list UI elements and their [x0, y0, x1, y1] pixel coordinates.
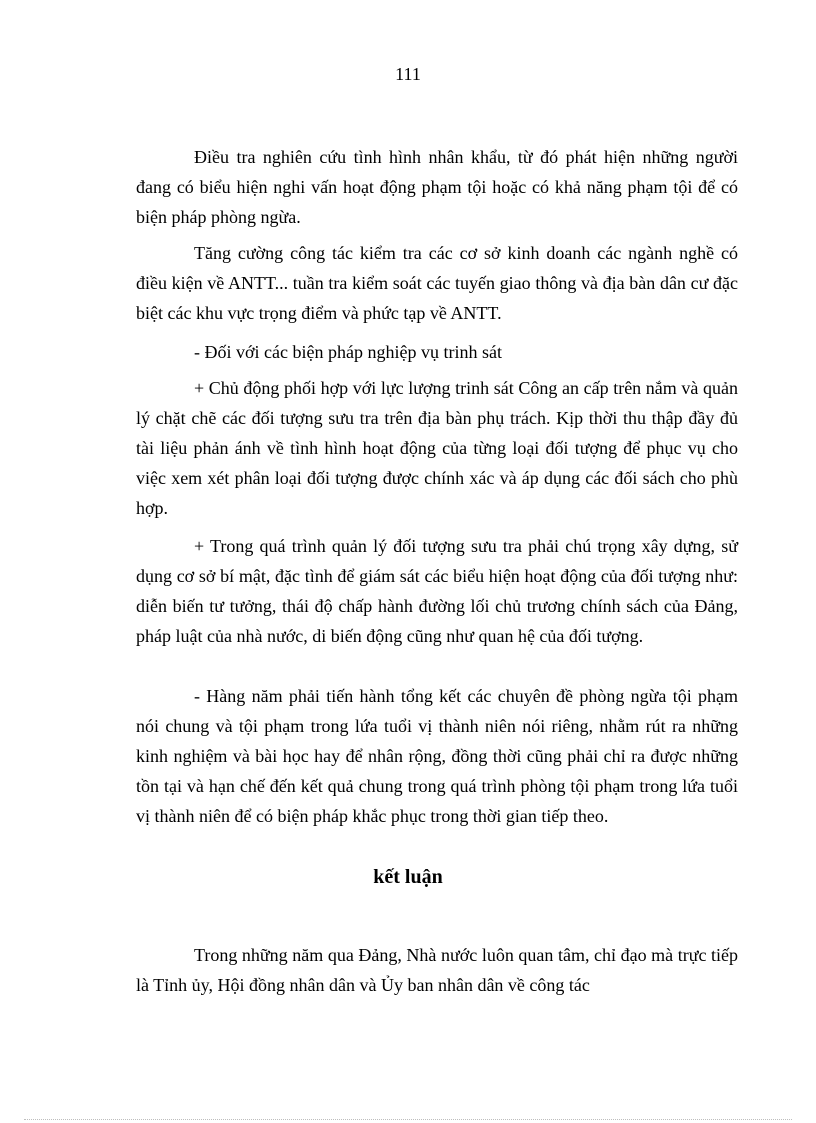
page-number: 111 — [395, 64, 421, 84]
paragraph-text: Điều tra nghiên cứu tình hình nhân khẩu, từ đó phát hiện những người đang có biểu hiện nghi vấn hoạt động phạm tội hoặc có khả năng phạm tội để có biện pháp phòng ngừa. — [136, 147, 738, 227]
paragraph-text: + Chủ động phối hợp với lực lượng trinh sát Công an cấp trên nắm và quản lý chặt chẽ các đối tượng sưu tra trên địa bàn phụ trách. Kịp thời thu thập đầy đủ tài liệu phản ánh về tình hình hoạt động của từng loại đối tượng để phục vụ cho việc xem xét phân loại đối tượng được chính xác và áp dụng các đối sách cho phù hợp. — [136, 378, 738, 518]
paragraph-text: Trong những năm qua Đảng, Nhà nước luôn quan tâm, chỉ đạo mà trực tiếp là Tỉnh ủy, Hội đồng nhân dân và Ủy ban nhân dân về công tác — [136, 945, 738, 995]
body-paragraph-4 — [136, 373, 738, 523]
page-bottom-divider — [24, 1119, 792, 1120]
conclusion-heading: kết luận — [373, 866, 443, 888]
body-paragraph-3 — [136, 337, 738, 367]
paragraph-text: + Trong quá trình quản lý đối tượng sưu tra phải chú trọng xây dựng, sử dụng cơ sở bí mật, đặc tình để giám sát các biểu hiện hoạt động của đối tượng như: diễn biến tư tưởng, thái độ chấp hành đường lối chủ trương chính sách của Đảng, pháp luật của nhà nước, di biến động cũng như quan hệ của đối tượng. — [136, 536, 738, 646]
body-paragraph-5 — [136, 531, 738, 651]
paragraph-text: Tăng cường công tác kiểm tra các cơ sở kinh doanh các ngành nghề có điều kiện về ANTT... tuần tra kiểm soát các tuyến giao thông và địa bàn dân cư đặc biệt các khu vực trọng điểm và phức tạp về ANTT. — [136, 243, 738, 323]
body-paragraph-2 — [136, 238, 738, 328]
paragraph-text: - Đối với các biện pháp nghiệp vụ trinh sát — [194, 342, 502, 362]
conclusion-paragraph — [136, 940, 738, 1000]
body-paragraph-1 — [136, 142, 738, 232]
paragraph-text: - Hàng năm phải tiến hành tổng kết các chuyên đề phòng ngừa tội phạm nói chung và tội phạm trong lứa tuổi vị thành niên nói riêng, nhằm rút ra những kinh nghiệm và bài học hay để nhân rộng, đồng thời cũng phải chỉ ra được những tồn tại và hạn chế đến kết quả chung trong quá trình phòng tội phạm trong lứa tuổi vị thành niên để có biện pháp khắc phục trong thời gian tiếp theo. — [136, 686, 738, 826]
body-paragraph-6 — [136, 681, 738, 831]
